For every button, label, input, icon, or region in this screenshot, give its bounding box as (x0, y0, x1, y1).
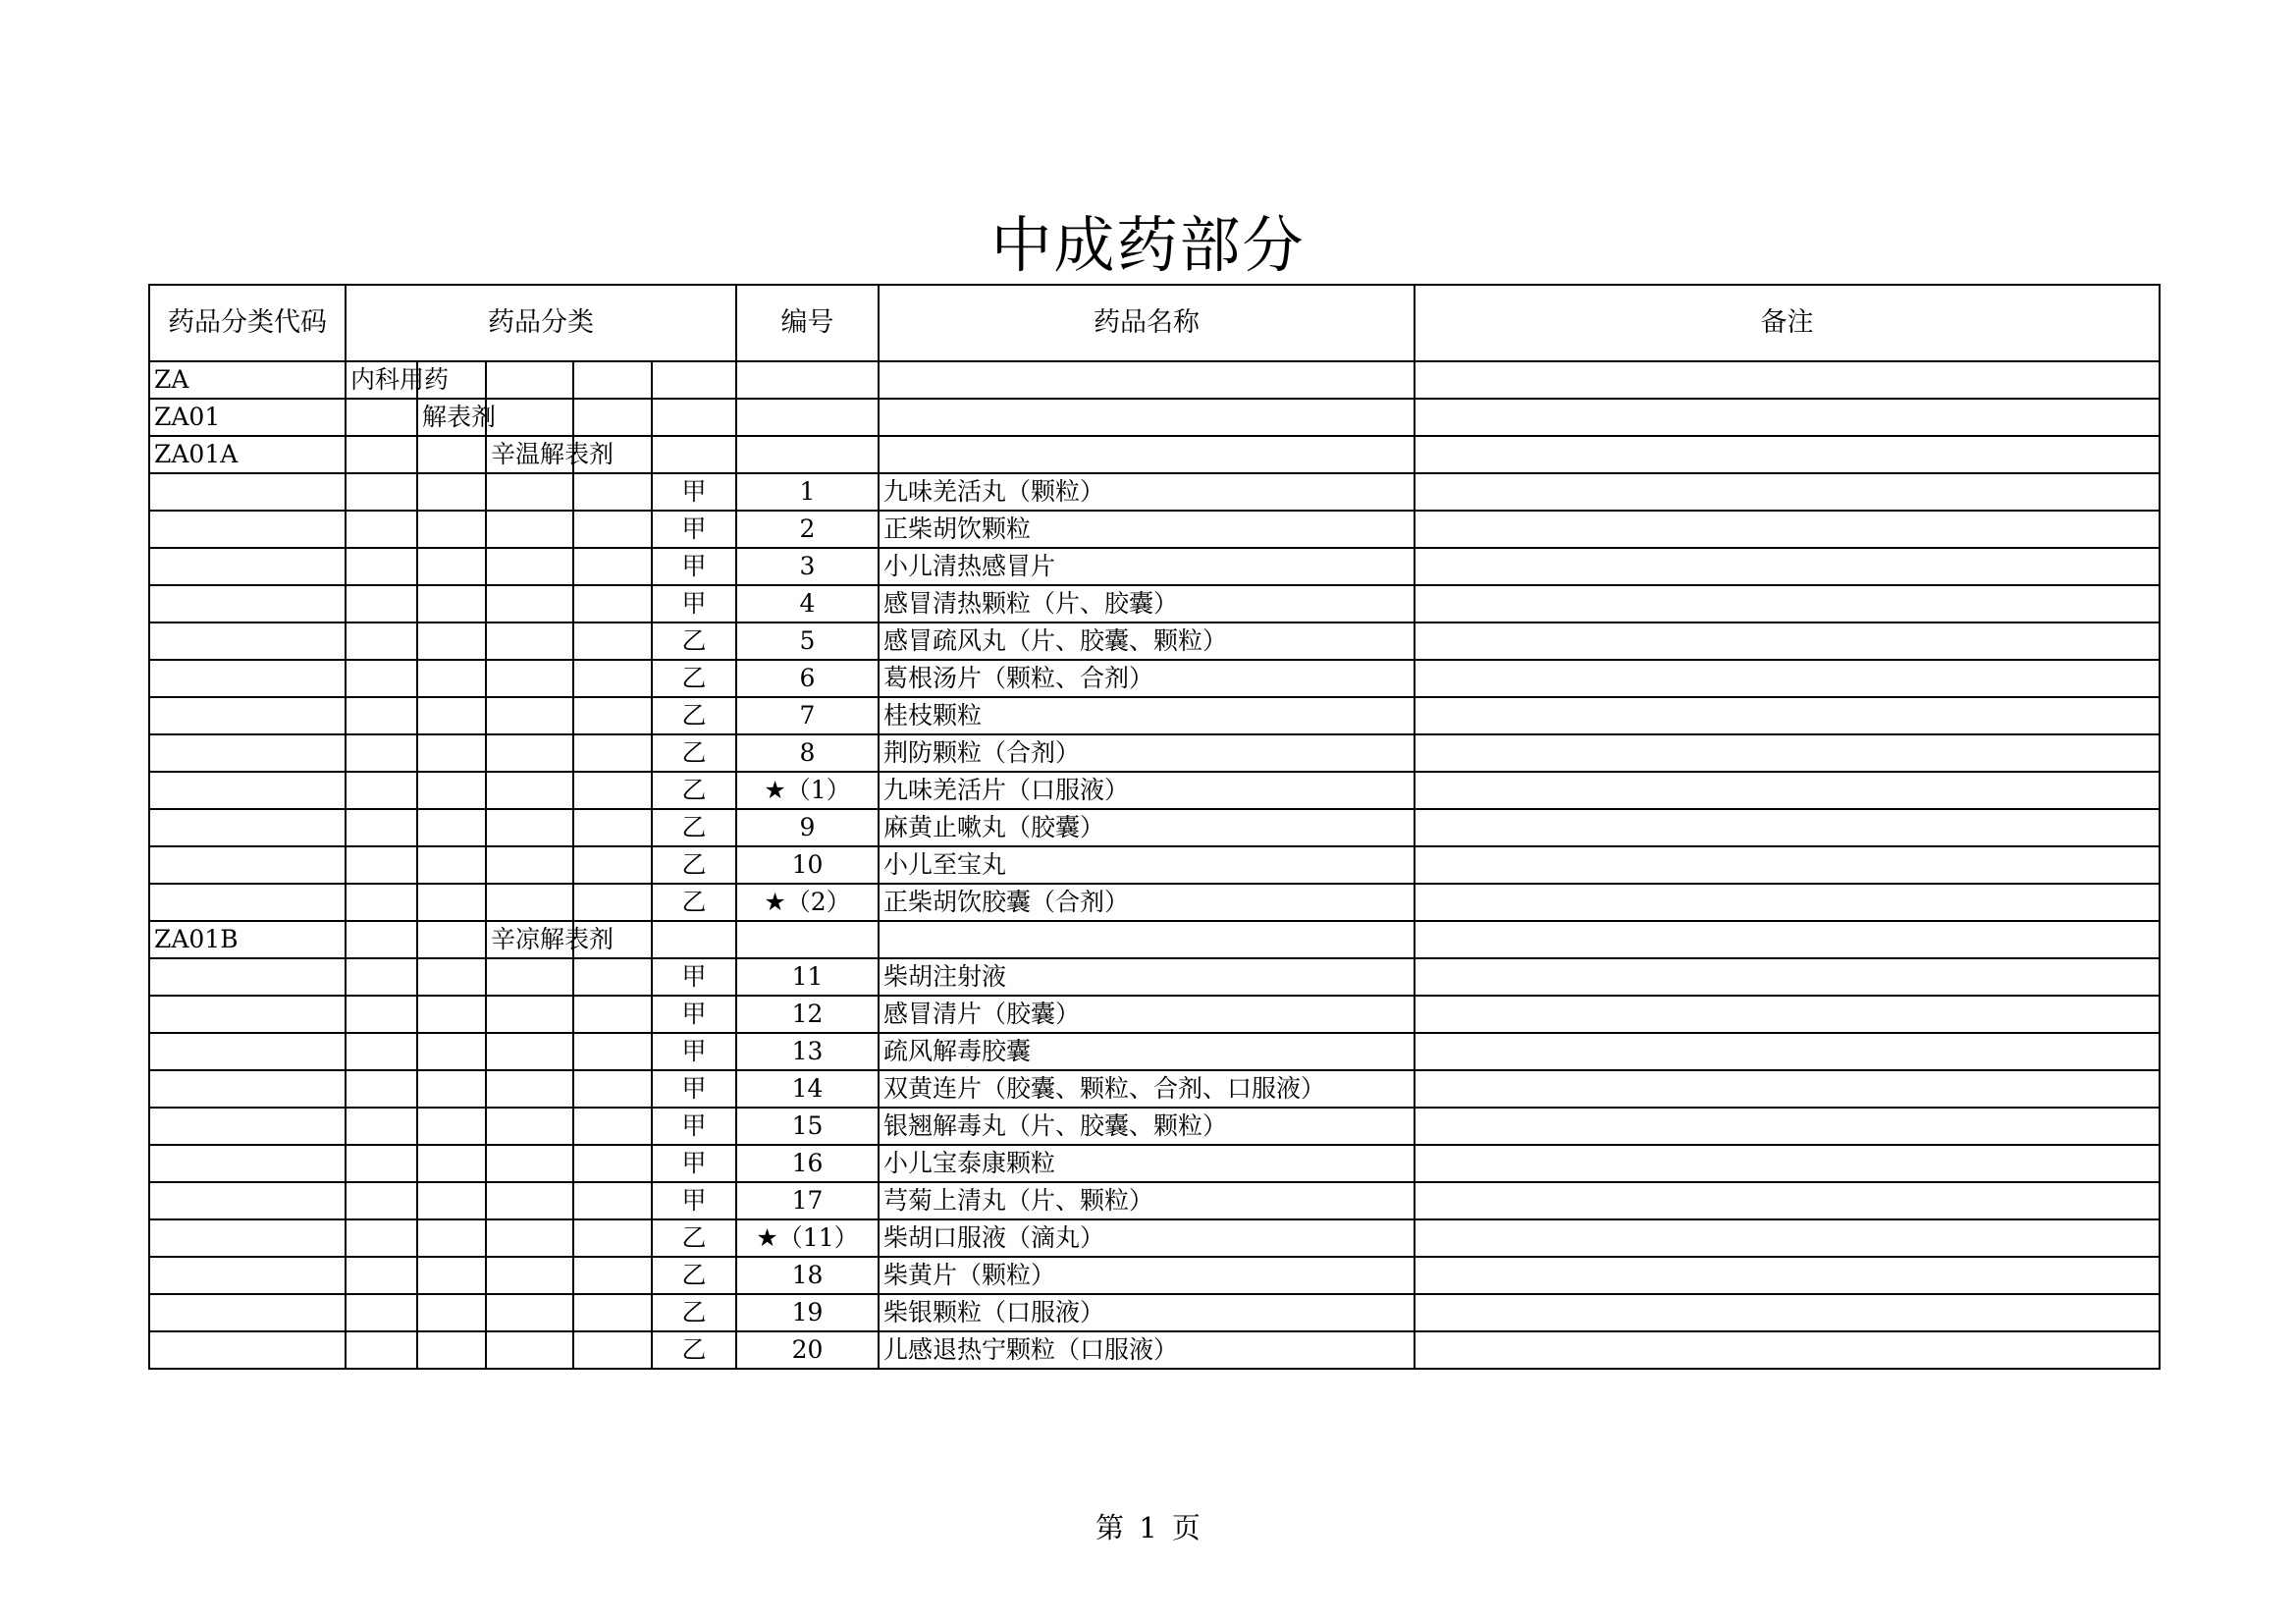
remark-cell (1415, 399, 2160, 436)
number-cell (736, 436, 879, 473)
table-row (149, 772, 2160, 809)
category-level3-cell (486, 585, 573, 623)
category-blank-cell (573, 1219, 652, 1257)
category-level1-cell (346, 548, 417, 585)
category-level2-cell (417, 1108, 486, 1145)
category-level3-cell (486, 1257, 573, 1294)
category-level1-cell (346, 772, 417, 809)
category-code-cell (149, 1331, 346, 1369)
grade-cell (652, 361, 736, 399)
drug-name-cell: 麻黄止嗽丸（胶囊） (879, 809, 1415, 846)
header-remark: 备注 (1415, 285, 2160, 361)
category-level3-cell (486, 511, 573, 548)
number-cell: 16 (736, 1145, 879, 1182)
table-row (149, 473, 2160, 511)
drug-name-cell (879, 436, 1415, 473)
drug-name-cell: 芎菊上清丸（片、颗粒） (879, 1182, 1415, 1219)
category-code-cell (149, 1145, 346, 1182)
remark-cell (1415, 473, 2160, 511)
category-level2-cell (417, 884, 486, 921)
category-level2-cell (417, 1294, 486, 1331)
header-code: 药品分类代码 (149, 285, 346, 361)
category-level2-cell (417, 660, 486, 697)
category-level3-cell (486, 846, 573, 884)
drug-name-cell (879, 361, 1415, 399)
category-code-cell (149, 1182, 346, 1219)
drug-name-cell: 正柴胡饮胶囊（合剂） (879, 884, 1415, 921)
category-level2-cell (417, 921, 486, 958)
remark-cell (1415, 697, 2160, 734)
category-level3-cell (486, 1145, 573, 1182)
number-cell: ★（1） (736, 772, 879, 809)
category-level2-cell (417, 1219, 486, 1257)
table-row (149, 1108, 2160, 1145)
grade-cell (652, 399, 736, 436)
grade-cell: 乙 (652, 660, 736, 697)
number-cell: 15 (736, 1108, 879, 1145)
category-level2-cell (417, 1145, 486, 1182)
category-level1-cell (346, 697, 417, 734)
category-blank-cell (573, 548, 652, 585)
number-cell: 6 (736, 660, 879, 697)
category-code-cell (149, 473, 346, 511)
grade-cell: 甲 (652, 548, 736, 585)
category-level2-cell (417, 1257, 486, 1294)
remark-cell (1415, 585, 2160, 623)
grade-cell: 甲 (652, 996, 736, 1033)
category-level3-cell (486, 958, 573, 996)
category-level3-cell (486, 1070, 573, 1108)
category-level2-cell (417, 1182, 486, 1219)
drug-name-cell: 葛根汤片（颗粒、合剂） (879, 660, 1415, 697)
drug-name-cell: 银翘解毒丸（片、胶囊、颗粒） (879, 1108, 1415, 1145)
category-level3-cell (486, 1331, 573, 1369)
remark-cell (1415, 921, 2160, 958)
table-row (149, 697, 2160, 734)
table-row (149, 511, 2160, 548)
number-cell (736, 361, 879, 399)
category-level1-cell (346, 361, 450, 399)
remark-cell (1415, 809, 2160, 846)
number-cell: ★（11） (736, 1219, 879, 1257)
drug-name-cell: 九味羌活丸（颗粒） (879, 473, 1415, 511)
category-level3-cell (486, 921, 614, 958)
category-level2-cell (417, 697, 486, 734)
category-code-cell: ZA01A (149, 436, 346, 473)
remark-cell (1415, 734, 2160, 772)
category-blank-cell (573, 660, 652, 697)
category-level2-cell (417, 996, 486, 1033)
table-row (149, 1182, 2160, 1219)
table-row (149, 1331, 2160, 1369)
remark-cell (1415, 1070, 2160, 1108)
grade-cell: 甲 (652, 585, 736, 623)
category-level3-cell (486, 473, 573, 511)
drug-name-cell: 小儿清热感冒片 (879, 548, 1415, 585)
table-row (149, 436, 2160, 473)
table-row (149, 809, 2160, 846)
table-row (149, 623, 2160, 660)
remark-cell (1415, 361, 2160, 399)
category-blank-cell (573, 958, 652, 996)
grade-cell: 甲 (652, 1070, 736, 1108)
category-level2-cell (417, 1033, 486, 1070)
category-level1-cell (346, 1033, 417, 1070)
drug-name-cell (879, 399, 1415, 436)
category-level1-cell (346, 623, 417, 660)
category-level3-cell (486, 1219, 573, 1257)
drug-name-cell: 小儿至宝丸 (879, 846, 1415, 884)
category-level2-cell (417, 1070, 486, 1108)
category-level2-cell (417, 809, 486, 846)
category-code-cell (149, 809, 346, 846)
number-cell: 12 (736, 996, 879, 1033)
drug-name-cell (879, 921, 1415, 958)
table-row (149, 996, 2160, 1033)
table-row (149, 399, 2160, 436)
remark-cell (1415, 511, 2160, 548)
remark-cell (1415, 1145, 2160, 1182)
category-code-cell (149, 1294, 346, 1331)
remark-cell (1415, 958, 2160, 996)
number-cell: 19 (736, 1294, 879, 1331)
drug-name-cell: 桂枝颗粒 (879, 697, 1415, 734)
grade-cell: 乙 (652, 884, 736, 921)
number-cell: 18 (736, 1257, 879, 1294)
category-level3-cell (486, 1108, 573, 1145)
category-level3-cell (486, 809, 573, 846)
category-code-cell (149, 660, 346, 697)
number-cell: 11 (736, 958, 879, 996)
grade-cell: 甲 (652, 473, 736, 511)
category-blank-cell (573, 399, 652, 436)
category-blank-cell (573, 734, 652, 772)
category-blank-cell (573, 585, 652, 623)
grade-cell (652, 436, 736, 473)
category-code-cell (149, 548, 346, 585)
grade-cell: 乙 (652, 734, 736, 772)
category-blank-cell (573, 511, 652, 548)
drug-name-cell: 荆防颗粒（合剂） (879, 734, 1415, 772)
category-level1-cell (346, 1331, 417, 1369)
category-code-cell (149, 1257, 346, 1294)
drug-name-cell: 柴胡注射液 (879, 958, 1415, 996)
category-level1-cell (346, 1070, 417, 1108)
category-level2-cell (417, 734, 486, 772)
category-level2-cell (417, 623, 486, 660)
category-level1-cell (346, 884, 417, 921)
drug-name-cell: 正柴胡饮颗粒 (879, 511, 1415, 548)
number-cell: 13 (736, 1033, 879, 1070)
grade-cell: 甲 (652, 1033, 736, 1070)
number-cell: 5 (736, 623, 879, 660)
table-row (149, 958, 2160, 996)
category-level2-cell (417, 436, 486, 473)
page-title: 中成药部分 (990, 209, 1306, 281)
grade-cell: 甲 (652, 511, 736, 548)
drug-table (148, 284, 2161, 1370)
category-level3-cell (486, 1182, 573, 1219)
category-level3-cell (486, 436, 614, 473)
category-level2-cell (417, 846, 486, 884)
remark-cell (1415, 772, 2160, 809)
table-row (149, 585, 2160, 623)
table-row (149, 884, 2160, 921)
grade-cell (652, 921, 736, 958)
category-label: 内科用药 (350, 365, 450, 394)
grade-cell: 甲 (652, 1108, 736, 1145)
table-row (149, 548, 2160, 585)
category-level1-cell (346, 1219, 417, 1257)
remark-cell (1415, 548, 2160, 585)
number-cell (736, 921, 879, 958)
drug-name-cell: 柴银颗粒（口服液） (879, 1294, 1415, 1331)
category-code-cell (149, 996, 346, 1033)
category-code-cell (149, 1070, 346, 1108)
category-level3-cell (486, 697, 573, 734)
category-level2-cell (417, 772, 486, 809)
category-level3-cell (486, 1294, 573, 1331)
category-blank-cell (573, 1033, 652, 1070)
category-level2-cell (417, 511, 486, 548)
remark-cell (1415, 884, 2160, 921)
grade-cell: 乙 (652, 1219, 736, 1257)
table-row (149, 660, 2160, 697)
category-level3-cell (486, 548, 573, 585)
drug-name-cell: 感冒疏风丸（片、胶囊、颗粒） (879, 623, 1415, 660)
category-level3-cell (486, 623, 573, 660)
table-row (149, 846, 2160, 884)
category-blank-cell (573, 1070, 652, 1108)
category-level1-cell (346, 1108, 417, 1145)
category-blank-cell (573, 473, 652, 511)
number-cell: 17 (736, 1182, 879, 1219)
category-level1-cell (346, 585, 417, 623)
header-name: 药品名称 (879, 285, 1415, 361)
category-level3-cell (486, 361, 573, 399)
remark-cell (1415, 660, 2160, 697)
category-code-cell (149, 846, 346, 884)
category-blank-cell (573, 772, 652, 809)
category-blank-cell (573, 697, 652, 734)
category-level3-cell (486, 1033, 573, 1070)
category-blank-cell (573, 1145, 652, 1182)
category-blank-cell (573, 809, 652, 846)
category-blank-cell (573, 1182, 652, 1219)
category-code-cell: ZA01 (149, 399, 346, 436)
category-code-cell: ZA (149, 361, 346, 399)
grade-cell: 乙 (652, 1294, 736, 1331)
category-level2-cell (417, 473, 486, 511)
number-cell: 2 (736, 511, 879, 548)
category-level1-cell (346, 660, 417, 697)
drug-name-cell: 柴黄片（颗粒） (879, 1257, 1415, 1294)
category-level2-cell (417, 585, 486, 623)
number-cell: 20 (736, 1331, 879, 1369)
remark-cell (1415, 623, 2160, 660)
category-code-cell (149, 884, 346, 921)
drug-name-cell: 儿感退热宁颗粒（口服液） (879, 1331, 1415, 1369)
category-blank-cell (573, 884, 652, 921)
category-blank-cell (573, 623, 652, 660)
grade-cell: 乙 (652, 697, 736, 734)
category-level3-cell (486, 734, 573, 772)
category-code-cell: ZA01B (149, 921, 346, 958)
number-cell: 9 (736, 809, 879, 846)
drug-name-cell: 疏风解毒胶囊 (879, 1033, 1415, 1070)
category-level1-cell (346, 809, 417, 846)
remark-cell (1415, 1108, 2160, 1145)
category-blank-cell (573, 1257, 652, 1294)
table-row (149, 1257, 2160, 1294)
category-blank-cell (573, 846, 652, 884)
category-level2-cell (417, 1331, 486, 1369)
drug-name-cell: 小儿宝泰康颗粒 (879, 1145, 1415, 1182)
table-row (149, 1294, 2160, 1331)
grade-cell: 乙 (652, 846, 736, 884)
table-row (149, 361, 2160, 399)
header-category: 药品分类 (346, 285, 736, 361)
table-row (149, 1145, 2160, 1182)
grade-cell: 甲 (652, 1182, 736, 1219)
table-row (149, 734, 2160, 772)
category-code-cell (149, 511, 346, 548)
category-code-cell (149, 734, 346, 772)
grade-cell: 甲 (652, 1145, 736, 1182)
category-label: 辛温解表剂 (491, 440, 614, 468)
number-cell: 1 (736, 473, 879, 511)
drug-name-cell: 九味羌活片（口服液） (879, 772, 1415, 809)
category-code-cell (149, 772, 346, 809)
remark-cell (1415, 1182, 2160, 1219)
number-cell: ★（2） (736, 884, 879, 921)
category-level2-cell (417, 399, 497, 436)
remark-cell (1415, 436, 2160, 473)
category-blank-cell (573, 1331, 652, 1369)
category-level2-cell (417, 548, 486, 585)
category-level1-cell (346, 436, 417, 473)
remark-cell (1415, 996, 2160, 1033)
number-cell: 4 (736, 585, 879, 623)
category-level1-cell (346, 996, 417, 1033)
category-blank-cell (573, 1108, 652, 1145)
category-level2-cell (417, 958, 486, 996)
grade-cell: 乙 (652, 809, 736, 846)
grade-cell: 乙 (652, 772, 736, 809)
category-level1-cell (346, 473, 417, 511)
grade-cell: 乙 (652, 1331, 736, 1369)
drug-name-cell: 感冒清热颗粒（片、胶囊） (879, 585, 1415, 623)
category-level1-cell (346, 958, 417, 996)
category-level3-cell (486, 660, 573, 697)
number-cell: 7 (736, 697, 879, 734)
header-row (149, 285, 2160, 361)
remark-cell (1415, 1294, 2160, 1331)
category-code-cell (149, 1033, 346, 1070)
remark-cell (1415, 1257, 2160, 1294)
category-code-cell (149, 623, 346, 660)
category-level1-cell (346, 1294, 417, 1331)
remark-cell (1415, 1219, 2160, 1257)
table-row (149, 1070, 2160, 1108)
category-level1-cell (346, 399, 417, 436)
category-code-cell (149, 585, 346, 623)
category-level3-cell (486, 996, 573, 1033)
category-level3-cell (486, 399, 573, 436)
grade-cell: 甲 (652, 958, 736, 996)
category-label: 解表剂 (422, 403, 497, 431)
category-blank-cell (573, 996, 652, 1033)
table-row (149, 921, 2160, 958)
category-code-cell (149, 958, 346, 996)
number-cell: 10 (736, 846, 879, 884)
category-level1-cell (346, 921, 417, 958)
drug-name-cell: 感冒清片（胶囊） (879, 996, 1415, 1033)
drug-name-cell: 双黄连片（胶囊、颗粒、合剂、口服液） (879, 1070, 1415, 1108)
category-level3-cell (486, 884, 573, 921)
number-cell: 14 (736, 1070, 879, 1108)
category-blank-cell (573, 1294, 652, 1331)
number-cell (736, 399, 879, 436)
table-body (149, 361, 2160, 1369)
category-code-cell (149, 1108, 346, 1145)
category-code-cell (149, 1219, 346, 1257)
category-level3-cell (486, 772, 573, 809)
category-level1-cell (346, 1182, 417, 1219)
category-level1-cell (346, 511, 417, 548)
category-level1-cell (346, 846, 417, 884)
category-level1-cell (346, 734, 417, 772)
number-cell: 3 (736, 548, 879, 585)
grade-cell: 乙 (652, 1257, 736, 1294)
table-row (149, 1033, 2160, 1070)
header-number: 编号 (736, 285, 879, 361)
remark-cell (1415, 1033, 2160, 1070)
category-label: 辛凉解表剂 (491, 925, 614, 953)
number-cell: 8 (736, 734, 879, 772)
category-code-cell (149, 697, 346, 734)
category-level1-cell (346, 1257, 417, 1294)
grade-cell: 乙 (652, 623, 736, 660)
remark-cell (1415, 1331, 2160, 1369)
table-row (149, 1219, 2160, 1257)
page-footer: 第 1 页 (1095, 1511, 1201, 1544)
drug-name-cell: 柴胡口服液（滴丸） (879, 1219, 1415, 1257)
category-blank-cell (573, 361, 652, 399)
category-level1-cell (346, 1145, 417, 1182)
remark-cell (1415, 846, 2160, 884)
